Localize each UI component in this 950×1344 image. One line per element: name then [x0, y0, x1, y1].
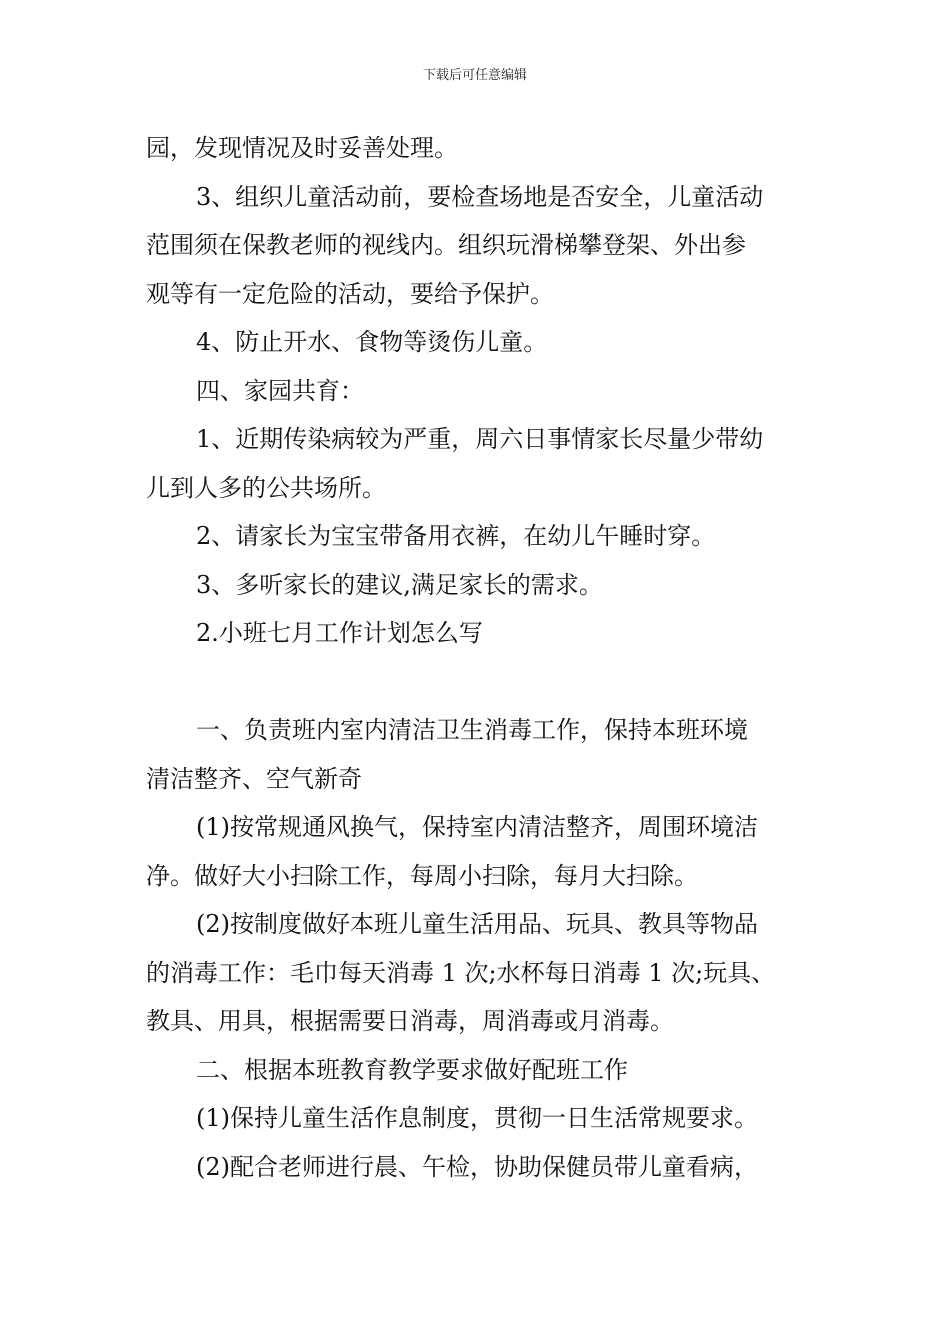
text-line: 教具、用具，根据需要日消毒，周消毒或月消毒。 — [146, 1007, 674, 1035]
text-line: 的消毒工作：毛巾每天消毒 1 次;水杯每日消毒 1 次;玩具、 — [146, 958, 776, 987]
document-body — [146, 124, 808, 1191]
section-heading: 四、家园共育： — [196, 376, 364, 405]
text-line: 儿到人多的公共场所。 — [146, 473, 386, 502]
text-line: 4、防止开水、食物等烫伤儿童。 — [196, 328, 548, 356]
section-title: 2.小班七月工作计划怎么写 — [196, 619, 483, 647]
text-line: 2、请家长为宝宝带备用衣裤，在幼儿午睡时穿。 — [196, 522, 716, 550]
section-heading: 二、根据本班教育教学要求做好配班工作 — [196, 1055, 628, 1084]
text-line: 园，发现情况及时妥善处理。 — [146, 134, 458, 162]
text-line: 1、近期传染病较为严重，周六日事情家长尽量少带幼 — [196, 425, 764, 453]
text-line: 3、多听家长的建议,满足家长的需求。 — [196, 570, 603, 599]
text-line: (1)按常规通风换气，保持室内清洁整齐，周围环境洁 — [196, 813, 758, 841]
text-line: (2)配合老师进行晨、午检，协助保健员带儿童看病， — [196, 1152, 758, 1181]
section-heading: 一、负责班内室内清洁卫生消毒工作，保持本班环境 — [196, 716, 748, 744]
page-header: 下载后可任意编辑 — [422, 68, 527, 83]
text-line: 观等有一定危险的活动，要给予保护。 — [146, 279, 554, 308]
blank-line — [146, 658, 808, 707]
text-line: 范围须在保教老师的视线内。组织玩滑梯攀登架、外出参 — [146, 231, 746, 259]
text-line: (1)保持儿童生活作息制度，贯彻一日生活常规要求。 — [196, 1104, 758, 1132]
text-line: 3、组织儿童活动前，要检查场地是否安全，儿童活动 — [196, 182, 764, 211]
text-line: (2)按制度做好本班儿童生活用品、玩具、教具等物品 — [196, 910, 758, 938]
text-line: 清洁整齐、空气新奇 — [146, 764, 362, 793]
text-line: 净。做好大小扫除工作，每周小扫除，每月大扫除。 — [146, 861, 698, 890]
